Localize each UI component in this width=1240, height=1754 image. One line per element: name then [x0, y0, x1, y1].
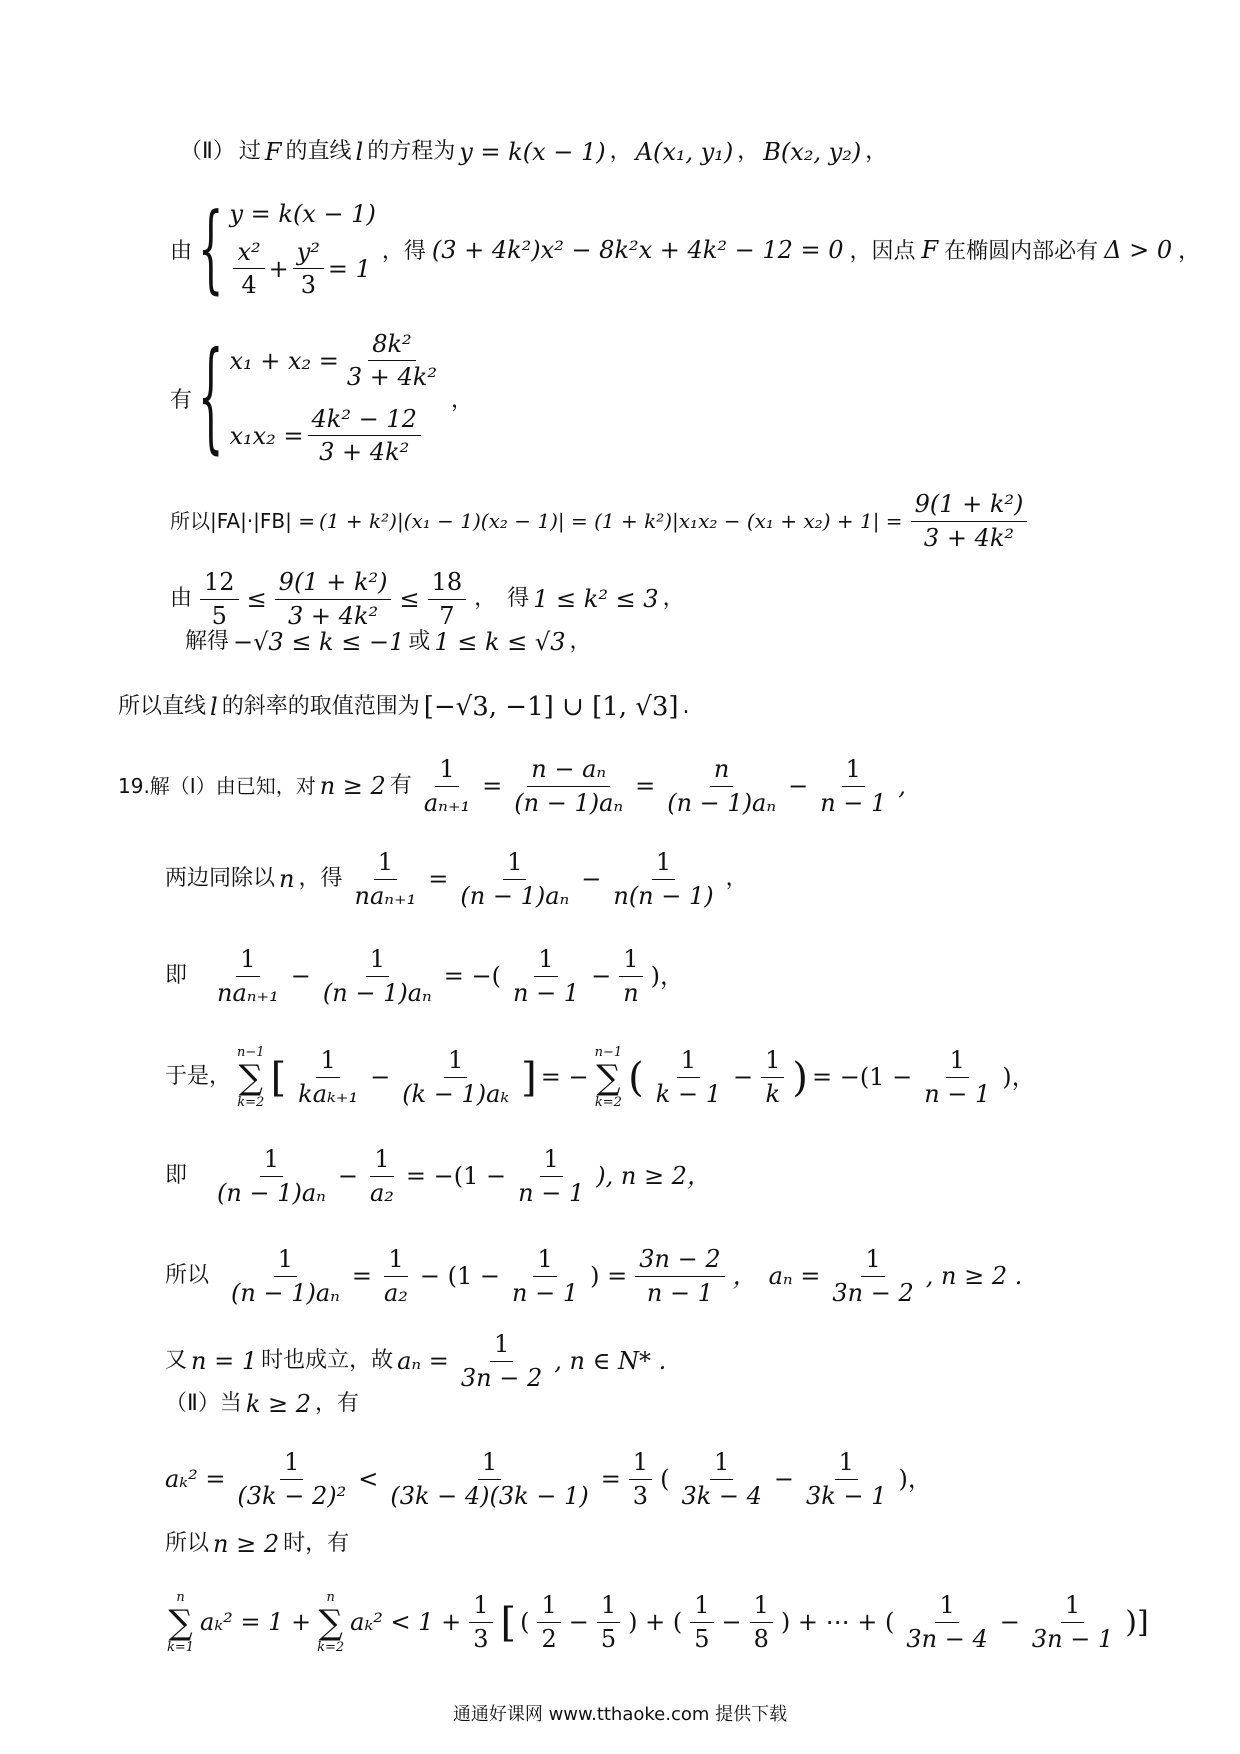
symbol: ≤ — [399, 584, 420, 613]
fraction: $\frac{1}{3}$ — [469, 1591, 492, 1654]
text: 在椭圆内部必有 — [944, 239, 1099, 264]
fraction: $\frac{1}{\text{kaₖ₊₁}}$ — [298, 1046, 359, 1109]
p19-line-3 — [165, 945, 684, 1008]
point-a: A(x₁, y₁) — [635, 138, 734, 166]
text: ， — [1178, 239, 1201, 264]
fraction: $\frac{1}{3k - 1}$ — [806, 1448, 887, 1510]
symbol: = −( — [443, 961, 501, 990]
symbol: = −(1 − — [405, 1161, 507, 1190]
line-equation: y = k(x − 1) — [459, 138, 606, 166]
system-2 — [170, 330, 473, 466]
text: ， — [662, 586, 685, 612]
symbol: ( — [520, 1608, 530, 1637]
system-eq-2: $\frac{\text{x²}}{4}$ + $\frac{\text{y²}}{3}$ = 1 — [229, 238, 375, 299]
text: ，得 — [298, 866, 343, 892]
expression: (1 + k²)|(x₁ − 1)(x₂ − 1)| = (1 + k²)|x₁x₂ − (x₁ + x₂) + 1| = — [319, 509, 903, 534]
symbol: ), n ≥ 2， — [596, 1161, 711, 1190]
system-eq-1: y = k(x − 1) — [229, 200, 376, 228]
text: ， — [865, 139, 888, 165]
condition: n ≥ 2 — [213, 1530, 280, 1558]
fraction: $\frac{1}{n - 1}$ — [924, 1046, 991, 1109]
system-lines — [229, 200, 375, 299]
bracket: ) — [792, 1054, 808, 1101]
fraction: $\frac{1}{n - 1}$ — [512, 945, 580, 1007]
fraction: $\frac{1}{n - 1}$ — [518, 1145, 585, 1207]
p19-line-11 — [165, 1590, 1149, 1655]
p19-line-5 — [165, 1145, 711, 1208]
text: 解得 — [185, 629, 230, 655]
fraction: $\frac{1}{\text{a₂}}$ — [383, 1245, 408, 1307]
bracket: ] — [521, 1054, 537, 1101]
symbol: , n ∈ N* . — [554, 1346, 667, 1375]
text: ， — [569, 629, 592, 655]
symbol: , n ≥ 2 . — [925, 1261, 1023, 1290]
symbol: = — [482, 771, 503, 800]
symbol: − — [732, 1063, 754, 1092]
text: ， — [450, 387, 473, 413]
result: 1 ≤ k² ≤ 3 — [533, 584, 659, 613]
summation: n−1 ∑ k=2 — [237, 1045, 265, 1110]
condition: k ≥ 2 — [245, 1390, 312, 1418]
bracket: ( — [628, 1054, 644, 1101]
text: 即 — [165, 963, 188, 989]
text: 由 — [170, 586, 193, 612]
symbol: )， — [898, 1464, 932, 1493]
fraction: $\frac{1}{n - 1}$ — [512, 1245, 579, 1307]
text: 有 — [170, 387, 193, 413]
fraction: $\frac{1}{3n - 2}$ — [460, 1330, 543, 1392]
fraction: $\frac{1}{\text{(3k − 2)²}}$ — [237, 1448, 347, 1510]
symbol: = — [351, 1261, 372, 1290]
text: 时，有 — [283, 1531, 350, 1557]
math-var: F — [264, 138, 282, 166]
p19-line-2 — [165, 848, 748, 911]
math-var: l — [355, 138, 364, 166]
symbol: ≤ — [246, 584, 267, 613]
point-b: B(x₂, y₂) — [763, 138, 862, 166]
symbol: ， aₙ = — [732, 1261, 821, 1290]
condition: n ≥ 2 — [319, 771, 386, 800]
symbol: − — [370, 1063, 391, 1092]
summation: n ∑ k=1 — [167, 1590, 195, 1655]
fraction: $\frac{1}{2}$ — [537, 1591, 560, 1654]
left-brace: { — [198, 194, 224, 305]
p19-line-4 — [165, 1045, 1036, 1110]
text: 过 — [238, 139, 261, 165]
text: 的斜率的取值范围为 — [221, 694, 420, 720]
text: 两边同除以 — [165, 866, 276, 892]
result: 1 ≤ k ≤ √3 — [434, 628, 566, 656]
symbol: ) = — [590, 1261, 628, 1290]
text: 又 — [165, 1348, 188, 1374]
symbol: − (1 − — [419, 1261, 501, 1290]
symbol: aₙ = — [397, 1346, 449, 1375]
discriminant: Δ > 0 — [1104, 235, 1173, 264]
symbol: )] — [1125, 1604, 1149, 1640]
inequality-line — [170, 568, 685, 631]
text: ，有 — [315, 1391, 360, 1417]
part2-intro-line — [180, 138, 887, 167]
fraction: $\frac{1}{k - 1}$ — [655, 1046, 721, 1109]
fraction: $\frac{1}{3k - 4}$ — [681, 1448, 762, 1510]
fraction: $\frac{1}{3n - 2}$ — [832, 1245, 914, 1307]
text: . — [682, 694, 690, 720]
vieta-lines — [229, 330, 445, 466]
fraction: $\frac{1}{\text{(n − 1)aₙ}}$ — [460, 848, 570, 910]
part-label: （Ⅱ） — [180, 139, 235, 165]
p19-line-10 — [165, 1530, 349, 1559]
fraction: $\frac{1}{3}$ — [629, 1448, 652, 1511]
fraction: $\frac{3n - 2}{n - 1}$ — [635, 1245, 724, 1308]
p19-line-9 — [165, 1448, 932, 1511]
fraction: $\frac{1}{3n - 4}$ — [906, 1591, 988, 1654]
text: ， 得 — [474, 586, 530, 612]
p19-line-7 — [165, 1330, 666, 1393]
fraction: $\frac{1}{n - 1}$ — [820, 755, 887, 817]
text: 时也成立，故 — [261, 1348, 394, 1374]
fraction: $\frac{1}{\text{(k − 1)aₖ}}$ — [402, 1046, 510, 1109]
text: （Ⅱ）当 — [165, 1391, 242, 1417]
p19-line-8 — [165, 1390, 359, 1419]
p19-line-6 — [165, 1245, 1022, 1308]
symbol: − — [788, 771, 809, 800]
fraction: $\frac{\text{y²}}{3}$ — [293, 238, 324, 299]
symbol: − — [581, 864, 602, 893]
solve-line — [185, 628, 591, 657]
fraction: $\frac{12}{5}$ — [200, 568, 239, 631]
symbol: aₖ² = 1 + — [200, 1608, 312, 1637]
symbol: − — [290, 961, 311, 990]
fraction: $\frac{1}{3n - 1}$ — [1031, 1591, 1114, 1654]
vieta-sum: x₁ + x₂ = $\frac{\text{8k²}}{\text{3 + 4k²}}$ — [229, 330, 437, 391]
system-1 — [170, 194, 1201, 305]
summation: n ∑ k=2 — [317, 1590, 345, 1655]
symbol: = — [635, 771, 656, 800]
symbol: − — [337, 1161, 358, 1190]
symbol: ( — [660, 1464, 670, 1493]
left-brace: { — [198, 329, 224, 467]
symbol: )， — [650, 961, 685, 990]
fraction: $\frac{\text{n − aₙ}}{\text{(n − 1)aₙ}}$ — [514, 755, 624, 817]
symbol: aₖ² < 1 + — [350, 1608, 462, 1637]
symbol: − — [591, 961, 612, 990]
text: 或 — [408, 629, 431, 655]
symbol: , — [898, 771, 906, 800]
math-var: l — [210, 693, 218, 722]
page-footer: 通通好课网 www.tthaoke.com 提供下载 — [452, 1704, 788, 1725]
fraction: $\frac{1}{k}$ — [761, 1046, 784, 1109]
fraction: $\frac{1}{n(n - 1)}$ — [613, 848, 714, 910]
text: 的直线 — [285, 139, 352, 165]
fraction: $\frac{\text{x²}}{4}$ — [233, 238, 264, 299]
symbol: aₖ² = — [165, 1464, 226, 1493]
fraction: $\frac{\text{9(1 + k²)}}{\text{3 + 4k²}}$ — [275, 568, 392, 631]
p19-line-1 — [118, 755, 906, 818]
fraction: $\frac{1}{\text{naₙ₊₁}}$ — [354, 848, 417, 910]
math-var: n — [279, 864, 295, 893]
fa-fb-line — [170, 490, 1031, 553]
fraction: $\frac{1}{5}$ — [597, 1591, 620, 1654]
text: 即 — [165, 1163, 188, 1189]
text: 的方程为 — [367, 139, 456, 165]
text: ，得 — [381, 239, 426, 264]
symbol: < — [358, 1464, 379, 1493]
fraction: $\frac{18}{7}$ — [428, 568, 467, 631]
text: ， — [725, 866, 748, 892]
text: ， — [737, 139, 760, 165]
text: 所以|FA|·|FB| = — [170, 509, 315, 534]
summation: n−1 ∑ k=2 — [594, 1045, 623, 1110]
symbol: − — [999, 1608, 1020, 1637]
range-line — [118, 692, 690, 723]
text: 所以 — [165, 1263, 210, 1289]
text: 19.解（Ⅰ）由已知，对 — [118, 774, 316, 799]
symbol: = − — [540, 1063, 589, 1092]
fraction: $\frac{1}{5}$ — [690, 1591, 713, 1654]
text: 所以直线 — [118, 694, 207, 720]
symbol: = — [600, 1464, 621, 1493]
bracket: [ — [270, 1054, 287, 1101]
symbol: − — [568, 1608, 589, 1637]
text: 所以 — [165, 1531, 210, 1557]
fraction: $\frac{1}{\text{(n − 1)aₙ}}$ — [322, 945, 432, 1007]
quadratic: (3 + 4k²)x² − 8k²x + 4k² − 12 = 0 — [431, 235, 844, 264]
text: ， — [609, 139, 632, 165]
math-var: F — [921, 235, 939, 264]
text: 于是， — [165, 1064, 232, 1090]
symbol: = −(1 − — [811, 1063, 913, 1092]
symbol: )， — [1002, 1063, 1036, 1092]
fraction: $\frac{1}{\text{aₙ₊₁}}$ — [423, 755, 471, 817]
range-result: [−√3, −1] ∪ [1, √3] — [423, 692, 679, 722]
symbol: − — [773, 1464, 795, 1493]
result: −√3 ≤ k ≤ −1 — [233, 628, 405, 656]
fraction: $\frac{1}{8}$ — [750, 1591, 773, 1654]
symbol: = — [428, 864, 449, 893]
text: ，因点 — [849, 239, 916, 264]
symbol: − — [721, 1608, 742, 1637]
vieta-product: x₁x₂ = $\frac{\text{4k² − 12}}{\text{3 + 4k²}}$ — [229, 405, 445, 466]
symbol: ) + ⋯ + ( — [780, 1608, 895, 1637]
fraction: $\frac{1}{(3k - 4)(3k - 1)}$ — [390, 1448, 589, 1510]
fraction: $\frac{1}{\text{a₂}}$ — [369, 1145, 394, 1207]
fraction: $\frac{1}{\text{(n − 1)aₙ}}$ — [231, 1245, 340, 1307]
text: 由 — [170, 239, 193, 264]
symbol: ) + ( — [628, 1608, 683, 1637]
fraction: $\frac{1}{\text{naₙ₊₁}}$ — [217, 945, 279, 1007]
fraction: $\frac{1}{n}$ — [619, 945, 642, 1008]
bracket: [ — [500, 1599, 517, 1646]
fraction: $\frac{\text{9(1 + k²)}}{\text{3 + 4k²}}$ — [911, 490, 1028, 553]
fraction: $\frac{1}{\text{(n − 1)aₙ}}$ — [217, 1145, 326, 1207]
text: 有 — [389, 773, 412, 799]
condition: n = 1 — [191, 1346, 258, 1375]
fraction: $\frac{n}{\text{(n − 1)aₙ}}$ — [667, 755, 777, 817]
